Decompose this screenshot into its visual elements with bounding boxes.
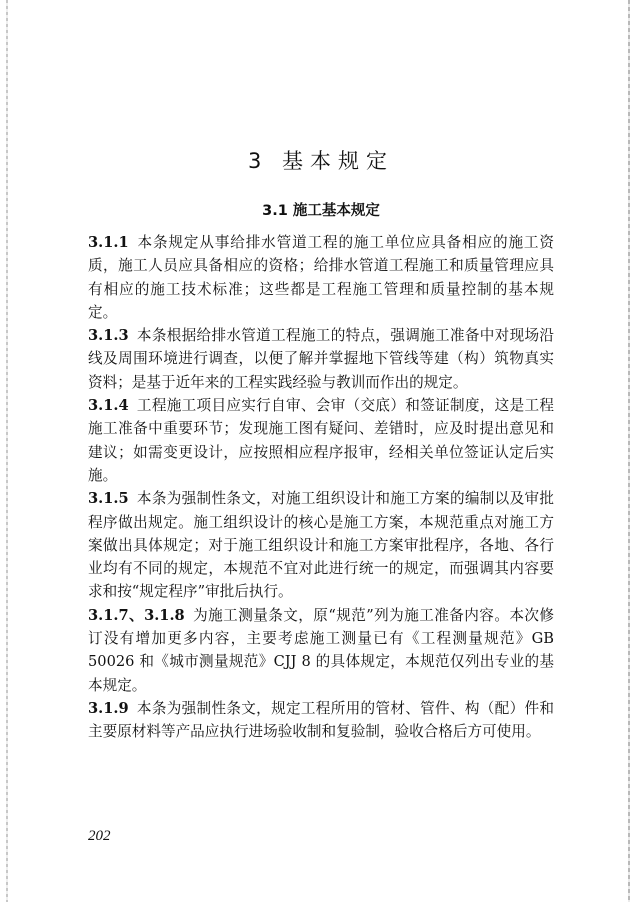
clause-number: 3.1.3	[88, 327, 129, 345]
clause-number: 3.1.4	[88, 397, 129, 415]
clause-number: 3.1.9	[88, 699, 129, 717]
clause-text: 为施工测量条文，原“规范”列为施工准备内容。本次修订没有增加更多内容，主要考虑施工测量已有《工程测量规范》GB 50026 和《城市测量规范》CJJ 8 的具体规定，本规范仅列出专业的基本规定。	[88, 606, 554, 694]
clause-number: 3.1.7、3.1.8	[88, 606, 185, 624]
clause-list	[88, 231, 554, 744]
clause-3-1-1	[88, 231, 554, 324]
clause-text: 本条为强制性条文，规定工程所用的管材、管件、构（配）件和主要原材料等产品应执行进场验收制和复验制，验收合格后方可使用。	[88, 699, 554, 741]
clause-3-1-5	[88, 487, 554, 603]
clause-3-1-9	[88, 697, 554, 744]
clause-text: 本条为强制性条文，对施工组织设计和施工方案的编制以及审批程序做出规定。施工组织设计的核心是施工方案，本规范重点对施工方案做出具体规定；对于施工组织设计和施工方案审批程序，各地、各行业均有不同的规定，本规范不宜对此进行统一的规定，而强调其内容要求和按“规定程序”审批后执行。	[88, 490, 554, 601]
clause-number: 3.1.5	[88, 490, 129, 508]
clause-text: 工程施工项目应实行自审、会审（交底）和签证制度，这是工程施工准备中重要环节；发现施工图有疑问、差错时，应及时提出意见和建议；如需变更设计，应按照相应程序报审，经相关单位签证认定后实施。	[88, 397, 554, 484]
clause-3-1-7-3-1-8	[88, 604, 554, 697]
section-title: 3.1 施工基本规定	[262, 203, 380, 219]
clause-text: 本条规定从事给排水管道工程的施工单位应具备相应的施工资质，施工人员应具备相应的资格；给排水管道工程施工和质量管理应具有相应的施工技术标准；这些都是工程施工管理和质量控制的基本规定。	[88, 234, 554, 321]
clause-text: 本条根据给排水管道工程施工的特点，强调施工准备中对现场沿线及周围环境进行调查，以便了解并掌握地下管线等建（构）筑物真实资料；是基于近年来的工程实践经验与教训而作出的规定。	[88, 327, 554, 391]
clause-3-1-4	[88, 394, 554, 487]
document-page	[88, 0, 554, 902]
page-number: 202	[88, 828, 111, 844]
clause-number: 3.1.1	[88, 234, 129, 251]
chapter-title: 3 基本规定	[247, 149, 395, 173]
scan-edge-right	[628, 0, 630, 902]
clause-3-1-3	[88, 324, 554, 394]
scan-edge-left	[6, 0, 8, 902]
